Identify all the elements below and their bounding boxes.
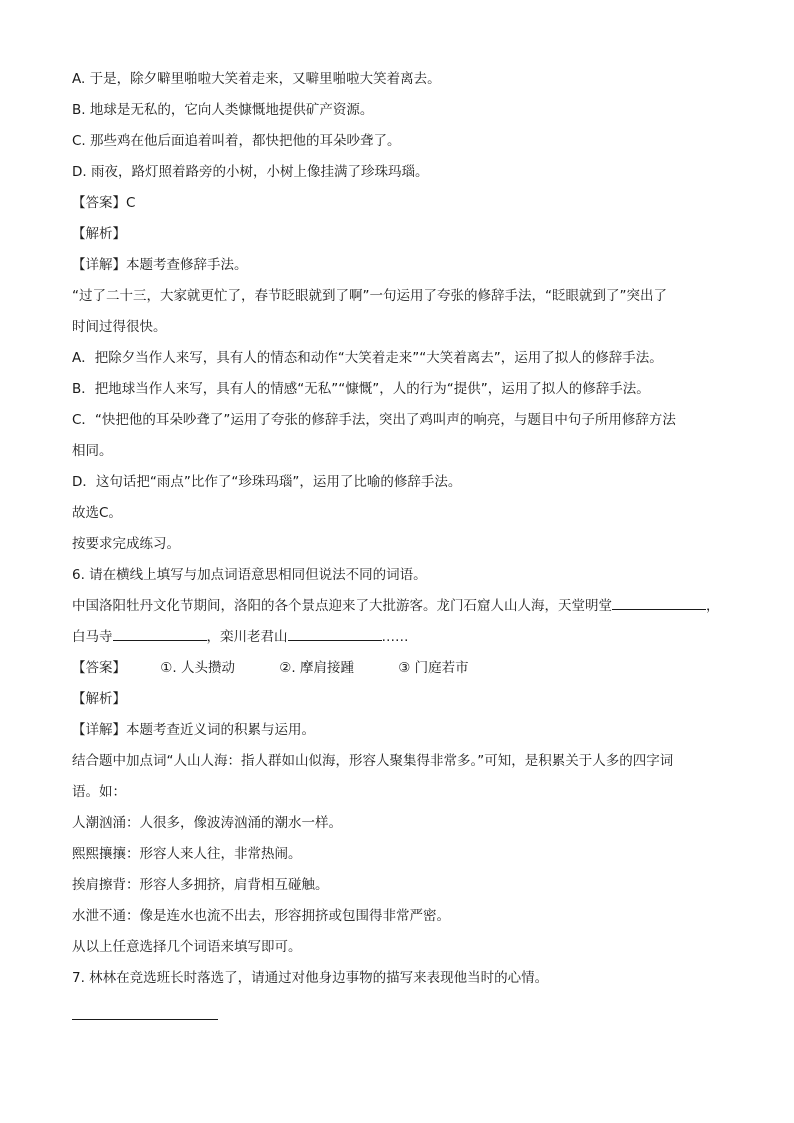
q7-answer-line[interactable]	[72, 1019, 218, 1020]
q5-explain-line: B．把地球当作人来写，具有人的情感“无私”“慷慨”，人的行为“提供”，运用了拟人的修辞手法。	[72, 381, 650, 397]
q5-explain-line: 相同。	[72, 443, 113, 459]
q5-option-d: D. 雨夜，路灯照着路旁的小树，小树上像挂满了珍珠玛瑙。	[72, 164, 429, 180]
q6-answer-1: ①. 人头攒动	[160, 660, 235, 676]
q6-text2a: 白马寺	[72, 629, 113, 645]
q5-option-b: B. 地球是无私的，它向人类慷慨地提供矿产资源。	[72, 102, 374, 118]
q6-detail: 【详解】本题考查近义词的积累与运用。	[72, 722, 315, 738]
q5-explain-line: A．把除夕当作人来写，具有人的情态和动作“大笑着走来”“大笑着离去”，运用了拟人的修辞手法。	[72, 350, 663, 366]
q5-explain-line: “过了二十三，大家就更忙了，春节眨眼就到了啊”一句运用了夸张的修辞手法，“眨眼就到了”突出了	[72, 288, 667, 304]
q6-blank-1[interactable]	[612, 595, 706, 610]
q6-text-line-2	[72, 622, 722, 653]
q5-analysis-label: 【解析】	[72, 226, 126, 242]
q6-explain-line: 语。如：	[72, 784, 126, 800]
q6-explain-line: 水泄不通：像是连水也流不出去，形容拥挤或包围得非常严密。	[72, 908, 450, 924]
q6-explain-line: 结合题中加点词“人山人海：指人群如山似海，形容人聚集得非常多。”可知，是积累关于人多的四字词	[72, 753, 674, 769]
q6-explain-line: 熙熙攘攘：形容人来人往，非常热闹。	[72, 846, 302, 862]
q6-explain-line: 人潮汹涌：人很多，像波涛汹涌的潮水一样。	[72, 815, 342, 831]
q5-detail: 【详解】本题考查修辞手法。	[72, 257, 248, 273]
q5-explain-line: C．“快把他的耳朵吵聋了”运用了夸张的修辞手法，突出了鸡叫声的响亮，与题目中句子所用修辞方法	[72, 412, 676, 428]
q7-question: 7. 林林在竞选班长时落选了，请通过对他身边事物的描写来表现他当时的心情。	[72, 970, 549, 986]
q6-answer-3: ③ 门庭若市	[398, 660, 469, 676]
q6-answer-label: 【答案】	[72, 660, 126, 676]
q6-explain-line: 挨肩擦背：形容人多拥挤，肩背相互碰触。	[72, 877, 329, 893]
document-page	[72, 64, 722, 994]
q6-blank-3[interactable]	[288, 626, 382, 641]
q6-answer-options	[160, 653, 508, 684]
q6-analysis-label: 【解析】	[72, 691, 126, 707]
q5-explain-line: 时间过得很快。	[72, 319, 167, 335]
q6-conclusion: 从以上任意选择几个词语来填写即可。	[72, 939, 302, 955]
q6-text1-end: ，	[706, 598, 720, 614]
q5-explain-line: D．这句话把“雨点”比作了“珍珠玛瑙”，运用了比喻的修辞手法。	[72, 474, 462, 490]
q6-blank-2[interactable]	[113, 626, 207, 641]
q5-conclusion: 故选C。	[72, 505, 122, 521]
q6-answer-2: ②. 摩肩接踵	[279, 660, 354, 676]
q6-text2b: ，栾川老君山	[206, 629, 288, 645]
q6-text-line-1	[72, 591, 722, 622]
q5-option-a: A. 于是，除夕噼里啪啦大笑着走来，又噼里啪啦大笑着离去。	[72, 71, 441, 87]
q6-answer-row	[72, 653, 722, 684]
q6-text1: 中国洛阳牡丹文化节期间，洛阳的各个景点迎来了大批游客。龙门石窟人山人海，天堂明堂	[72, 598, 612, 614]
q5-answer: 【答案】C	[72, 195, 136, 211]
q6-question: 6. 请在横线上填写与加点词语意思相同但说法不同的词语。	[72, 567, 427, 583]
section-instruction: 按要求完成练习。	[72, 536, 180, 552]
q6-text2-end: ……	[381, 629, 409, 645]
q5-option-c: C. 那些鸡在他后面追着叫着，都快把他的耳朵吵聋了。	[72, 133, 401, 149]
